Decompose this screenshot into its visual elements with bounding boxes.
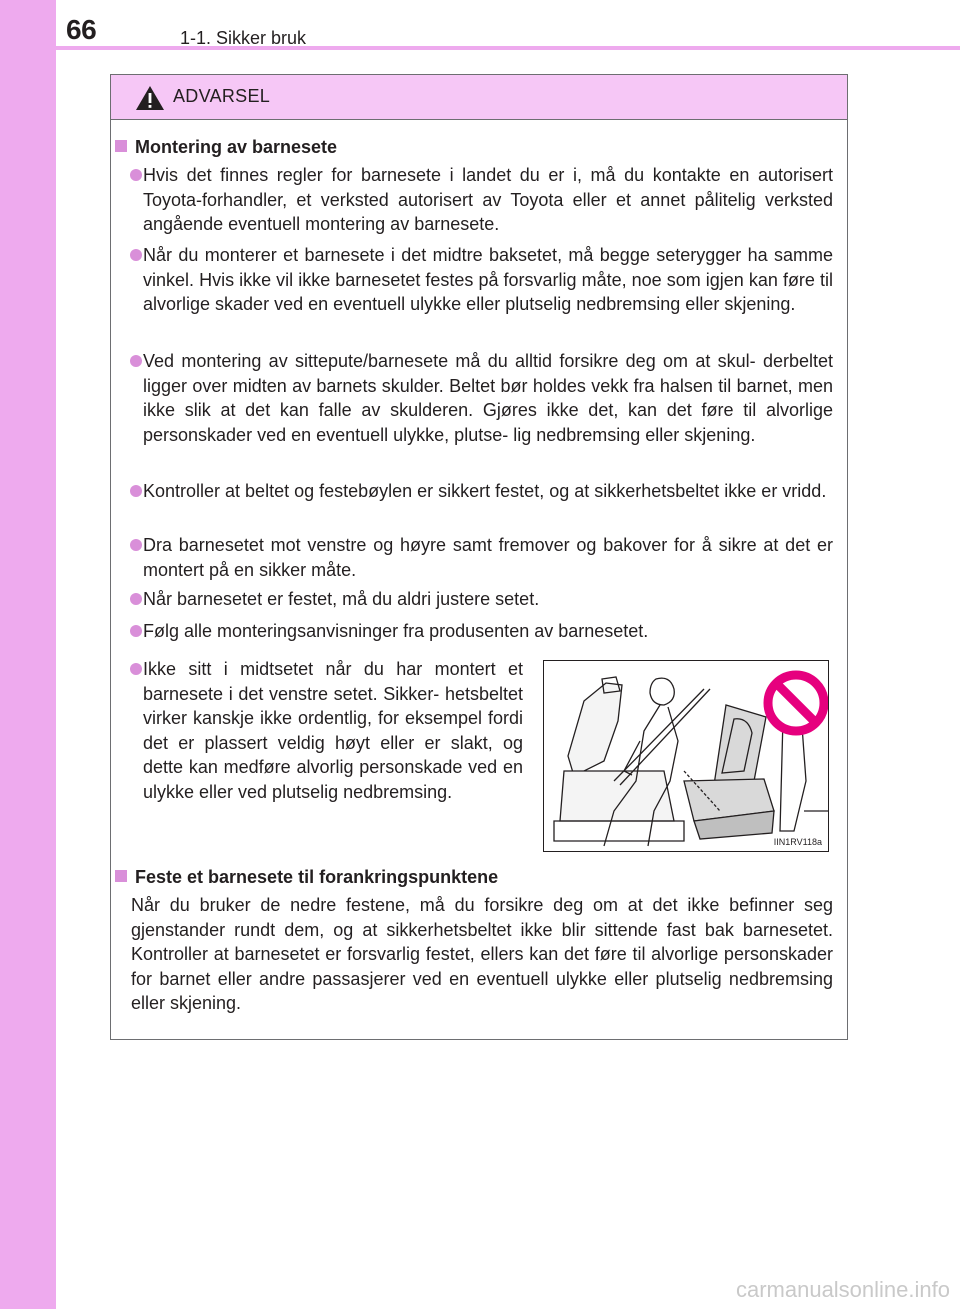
list-item: [111, 479, 841, 504]
section-heading-mounting: [115, 137, 337, 158]
bullet-dot-icon: [130, 663, 142, 675]
bullet-dot-icon: [130, 485, 142, 497]
list-item: [111, 657, 531, 804]
list-item-text: Følg alle monteringsanvisninger fra produsenten av barnesetet.: [143, 621, 649, 641]
bullet-dot-icon: [130, 539, 142, 551]
bullet-dot-icon: [130, 249, 142, 261]
list-item-text: Når du monterer et barnesete i det midtre baksetet, må begge seterygger ha samme vinkel. Hvis ikke vil ikke barnesetet festes på forsvarlig måte, noe som igjen kan føre til alvorlige skader ved en eventuell ulykke eller plutselig nedbremsing eller skjening.: [143, 245, 833, 314]
square-bullet-icon: [115, 870, 127, 882]
page-number: 66: [66, 14, 97, 45]
warning-triangle-icon: [135, 85, 165, 111]
section-title: 1-1. Sikker bruk: [180, 28, 307, 48]
list-item-text: Når barnesetet er festet, må du aldri justere setet.: [143, 589, 540, 609]
section-heading-text: Montering av barnesete: [135, 137, 338, 157]
prohibited-sign-icon: [768, 675, 824, 731]
list-item: [111, 533, 841, 582]
bullet-dot-icon: [130, 625, 142, 637]
list-item: [111, 163, 841, 237]
bullet-dot-icon: [130, 169, 142, 181]
square-bullet-icon: [115, 140, 127, 152]
section-heading-text: Feste et barnesete til forankringspunktene: [135, 867, 499, 887]
child-seat-illustration: [543, 660, 829, 852]
bullet-dot-icon: [130, 593, 142, 605]
watermark: carmanualsonline.info: [735, 1277, 950, 1302]
warning-header: [111, 75, 847, 120]
section-heading-anchors: [115, 867, 498, 888]
list-item-text: Ved montering av sittepute/barnesete må du alltid forsikre deg om at skul- derbeltet ligger over midten av barnets skulder. Beltet bør holdes vekk fra halsen til barnet, men ikke slik at det kan falle av skulderen. Gjøres ikke det, kan det føre til alvorlige personskader ved en eventuell ulykke, plutse- lig nedbremsing eller skjening.: [143, 351, 833, 445]
list-item: [111, 243, 841, 317]
bullet-dot-icon: [130, 355, 142, 367]
list-item-text: Hvis det finnes regler for barnesete i landet du er i, må du kontakte en autorisert Toyota-forhandler, et verksted autorisert av Toyota eller et annet pålitelig verksted angående eventuell montering av barnesete.: [143, 165, 833, 234]
child-seat-illustration-drawing: [544, 661, 828, 851]
figure-label: IIN1RV118a: [773, 837, 822, 847]
anchors-paragraph: Når du bruker de nedre festene, må du forsikre deg om at det ikke befinner seg gjenstander rundt dem, og at sikkerhetsbeltet ikke blir sittende fast bak barnesetet. Kontroller at barnesetet er forsvarlig festet, ellers kan det føre til alvorlige personskader for barnet eller andre passasjerer ved en eventuell ulykke eller plutselig nedbremsing eller skjening.: [131, 895, 833, 1013]
list-item: [111, 349, 841, 447]
list-item: [111, 619, 841, 644]
list-item-text: Kontroller at beltet og festebøylen er sikkert festet, og at sikkerhetsbeltet ikke er vridd.: [143, 481, 827, 501]
chapter-sidebar: [0, 0, 56, 1309]
list-item-text: Ikke sitt i midtsetet når du har montert et barnesete i det venstre setet. Sikker- hetsbeltet virker kanskje ikke ordentlig, for eksempel fordi det er plassert veldig høyt eller er slakt, og dette kan medføre alvorlig personskade ved en ulykke eller ved plutselig nedbremsing.: [143, 659, 523, 802]
list-item: [111, 587, 841, 612]
list-item-text: Dra barnesetet mot venstre og høyre samt fremover og bakover for å sikre at det er montert på en sikker måte.: [143, 535, 833, 580]
warning-box: [110, 74, 848, 1040]
warning-title: ADVARSEL: [173, 86, 271, 106]
